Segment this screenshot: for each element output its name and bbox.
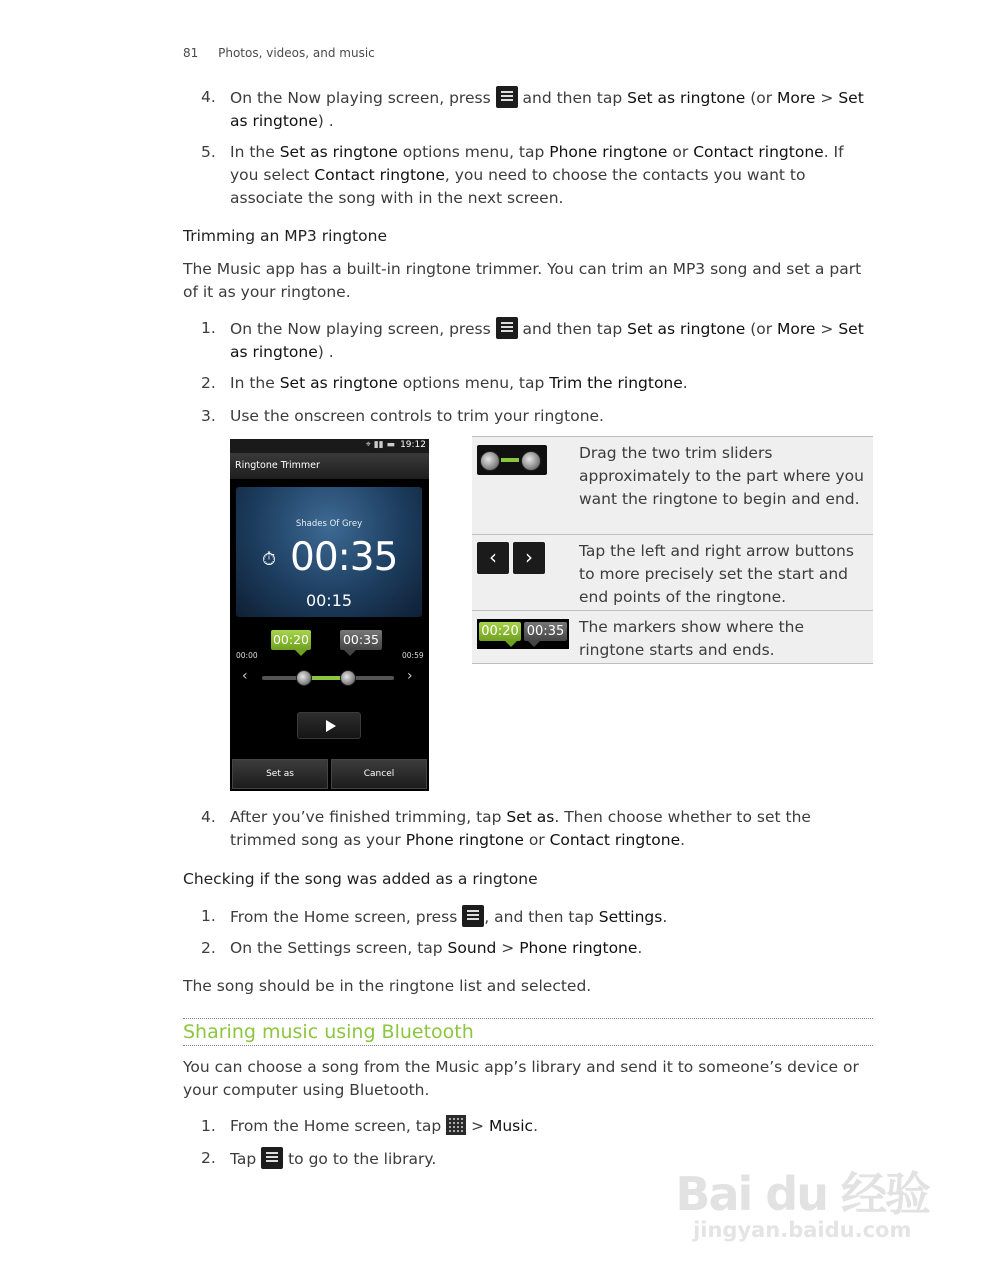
slider-bar-icon [501, 458, 519, 462]
song-title: Shades Of Grey [295, 519, 363, 529]
ui-term: Phone ringtone [549, 143, 668, 161]
trim-sliders-icon [477, 445, 547, 475]
bluetooth-intro: You can choose a song from the Music app’s library and send it to someone’s device or your computer using Bluetooth. [183, 1058, 859, 1099]
ui-term: Set as ringtone [627, 89, 746, 107]
step-text: From the Home screen, tap > Music. [230, 1117, 539, 1135]
chapter-title: Photos, videos, and music [218, 46, 375, 60]
step-text: After you’ve finished trimming, tap Set as. Then choose whether to set the trimmed song as your Phone ringtone or Contact ringtone. [230, 808, 811, 849]
ui-term: More [777, 89, 816, 107]
all-apps-icon [446, 1115, 466, 1135]
step-text: From the Home screen, press , and then tap Settings. [230, 905, 870, 929]
status-bar [230, 439, 429, 453]
menu-key-icon [261, 1147, 283, 1169]
left-arrow-icon: ‹ [477, 542, 509, 574]
ui-term: Phone ringtone [519, 939, 638, 957]
status-time: 19:12 [400, 440, 426, 450]
menu-key-icon [496, 86, 518, 108]
screen-title: Ringtone Trimmer [235, 460, 320, 471]
end-slider-knob[interactable] [340, 670, 356, 686]
ui-term: Music [488, 1117, 534, 1135]
section-title-bluetooth: Sharing music using Bluetooth [183, 1018, 873, 1046]
start-slider-knob[interactable] [296, 670, 312, 686]
set-as-button[interactable]: Set as [232, 759, 328, 789]
step-number: 2. [201, 939, 216, 957]
section-heading-trimming: Trimming an MP3 ringtone [183, 227, 387, 245]
section-heading-checking: Checking if the song was added as a ringtone [183, 870, 538, 888]
play-button[interactable] [297, 712, 361, 739]
step-text: Use the onscreen controls to trim your ringtone. [230, 407, 604, 425]
check-note: The song should be in the ringtone list and selected. [183, 977, 592, 995]
step-number: 1. [201, 319, 216, 337]
table-row [472, 610, 873, 664]
ui-term: Phone ringtone [405, 831, 524, 849]
cancel-button[interactable]: Cancel [331, 759, 427, 789]
page-number: 81 [183, 46, 199, 60]
range-start-label: 00:00 [236, 651, 258, 660]
ui-term: More [777, 320, 816, 338]
table-row [472, 534, 873, 610]
watermark-url: jingyan.baidu.com [693, 1218, 912, 1242]
step-text: Tap to go to the library. [230, 1147, 870, 1171]
start-marker-icon: 00:20 [479, 622, 521, 641]
page-header [183, 46, 375, 60]
ui-term: Contact ringtone [314, 166, 445, 184]
menu-key-icon [496, 317, 518, 339]
right-arrow-icon: › [513, 542, 545, 574]
stopwatch-icon: ⏱ [262, 549, 277, 570]
ringtone-trimmer-screenshot [230, 439, 429, 791]
step-number: 5. [201, 143, 216, 161]
current-time: 00:35 [290, 535, 398, 580]
step-number: 2. [201, 1149, 216, 1167]
step-text: In the Set as ringtone options menu, tap Phone ringtone or Contact ringtone. If you select Contact ringtone, you need to choose the contacts you want to associate the song with in the next screen. [230, 143, 844, 207]
ui-term: Trim the ringtone [549, 374, 683, 392]
menu-key-icon [462, 905, 484, 927]
ui-term: Set as ringtone [230, 89, 864, 130]
step-text: On the Now playing screen, press and then tap Set as ringtone (or More > Set as ringtone) . [230, 317, 870, 364]
selection-duration: 00:15 [305, 591, 353, 610]
row-description: Tap the left and right arrow buttons to more precisely set the start and end points of the ringtone. [579, 542, 854, 606]
ui-term: Sound [447, 939, 497, 957]
ui-term: Settings [598, 908, 663, 926]
step-text: On the Settings screen, tap Sound > Phone ringtone. [230, 939, 643, 957]
left-arrow-button[interactable]: ‹ [242, 668, 248, 684]
step-number: 3. [201, 407, 216, 425]
end-marker: 00:35 [340, 630, 382, 650]
slider-knob-icon [521, 451, 541, 471]
watermark-logo: Bai du 经验 [675, 1167, 929, 1221]
step-number: 4. [201, 88, 216, 106]
status-icons: ⌖ ▮▮ ▬ [365, 440, 395, 450]
ui-term: Set as ringtone [627, 320, 746, 338]
ui-term: Contact ringtone [549, 831, 681, 849]
start-marker: 00:20 [271, 630, 311, 650]
ui-term: Contact ringtone [693, 143, 824, 161]
ui-term: Set as ringtone [230, 320, 864, 361]
ui-term: Set as ringtone [279, 374, 398, 392]
range-end-label: 00:59 [402, 651, 424, 660]
step-number: 4. [201, 808, 216, 826]
watermark [675, 1158, 929, 1242]
album-art-panel [236, 487, 422, 617]
step-number: 1. [201, 1117, 216, 1135]
ui-term: Set as [506, 808, 555, 826]
step-number: 1. [201, 907, 216, 925]
row-description: The markers show where the ringtone starts and ends. [579, 618, 805, 659]
markers-icon [477, 619, 569, 649]
right-arrow-button[interactable]: › [407, 668, 413, 684]
ui-term: Set as ringtone [279, 143, 398, 161]
title-bar [230, 453, 429, 479]
trim-intro: The Music app has a built-in ringtone trimmer. You can trim an MP3 song and set a part of it as your ringtone. [183, 260, 862, 301]
step-number: 2. [201, 374, 216, 392]
slider-knob-icon [480, 451, 500, 471]
end-marker-icon: 00:35 [524, 622, 567, 641]
row-description: Drag the two trim sliders approximately to the part where you want the ringtone to begin and end. [579, 444, 864, 508]
table-row [472, 436, 873, 534]
step-text: In the Set as ringtone options menu, tap Trim the ringtone. [230, 374, 688, 392]
step-text: On the Now playing screen, press and then tap Set as ringtone (or More > Set as ringtone) . [230, 86, 870, 133]
